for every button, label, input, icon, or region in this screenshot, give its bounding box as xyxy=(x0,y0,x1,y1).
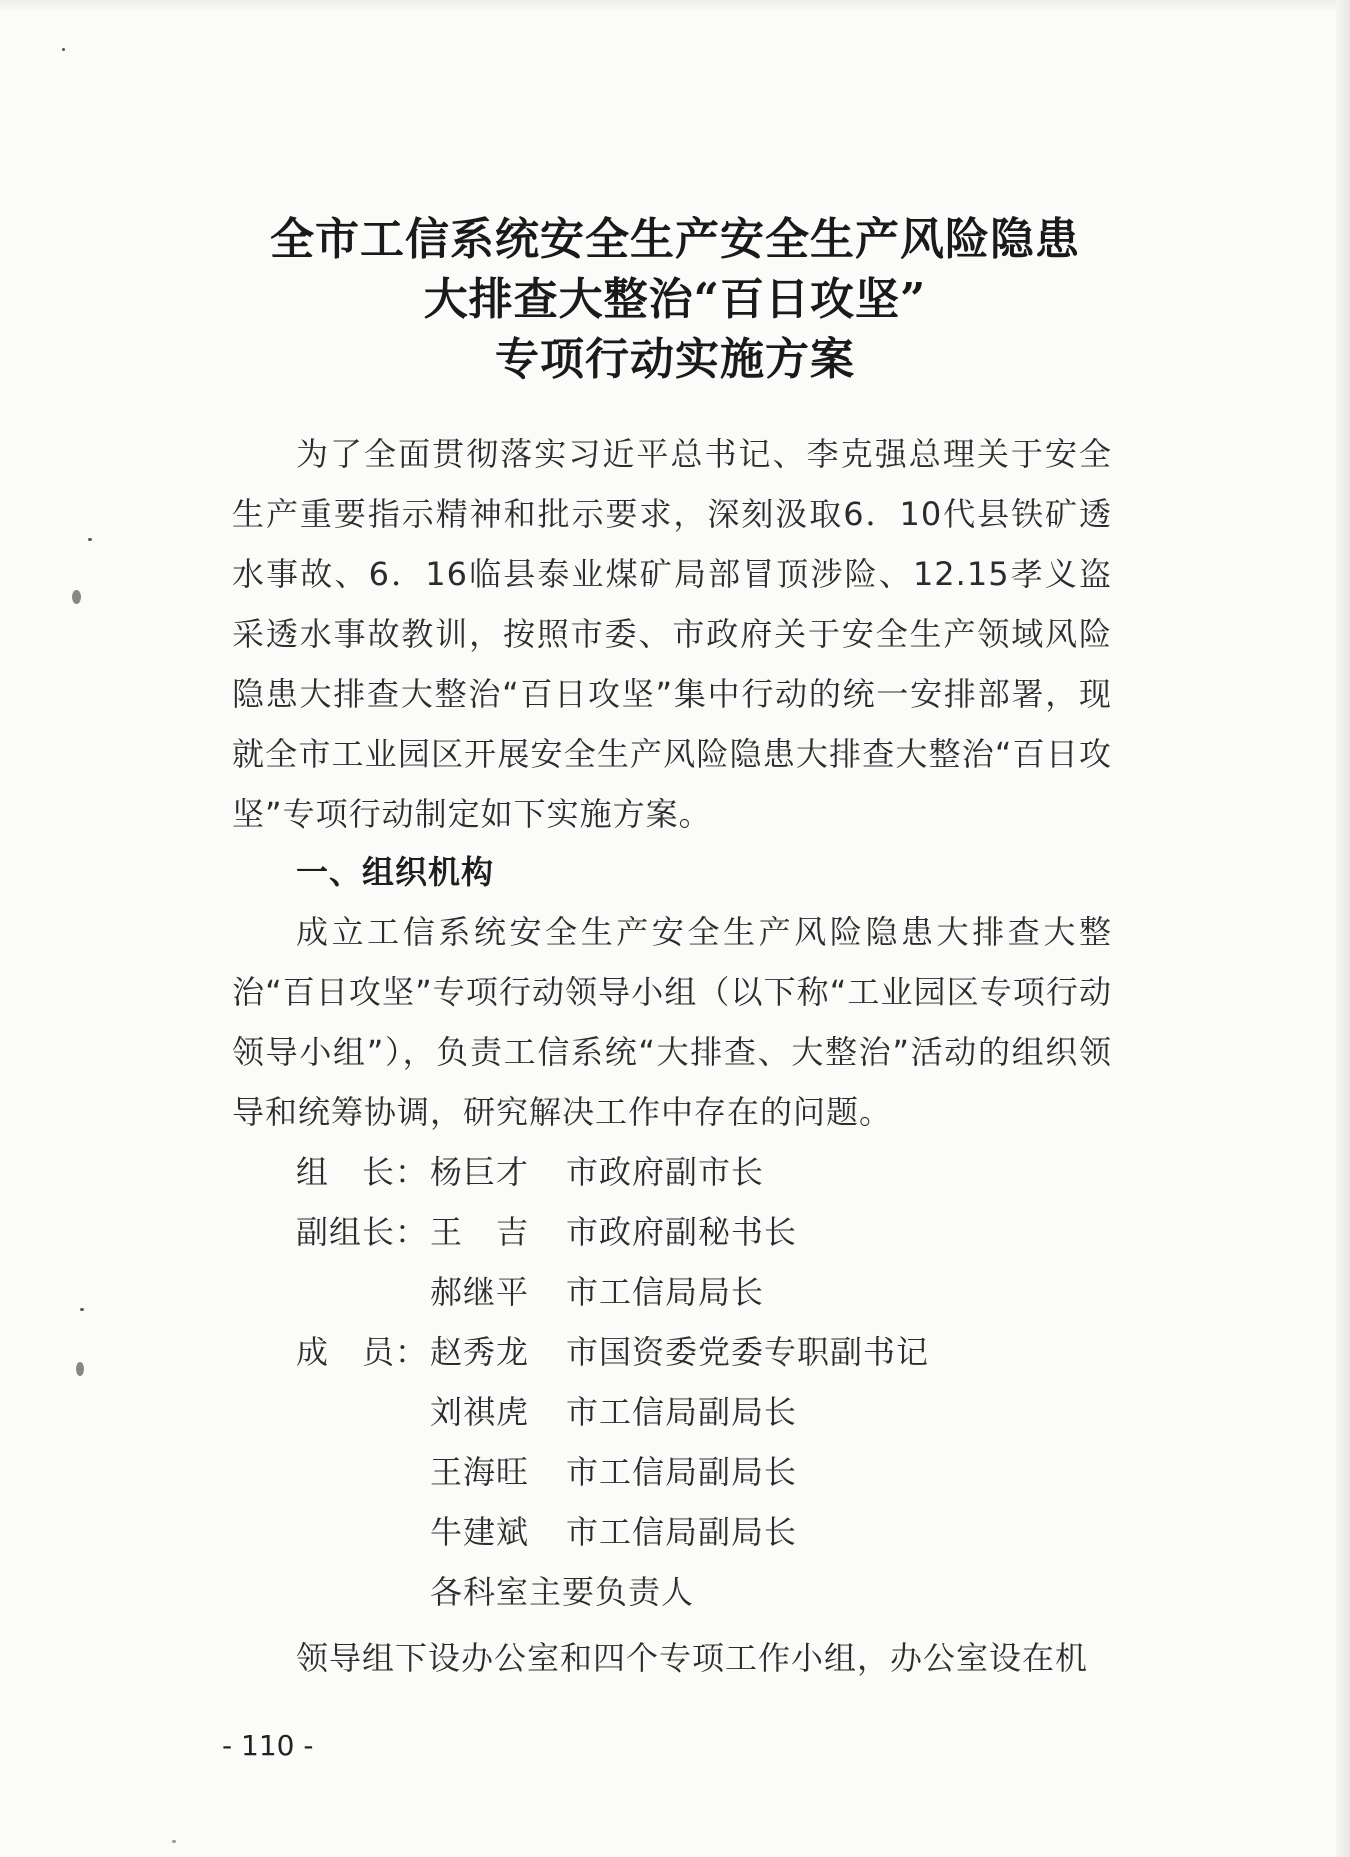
member-post: 市工信局局长 xyxy=(566,1273,765,1311)
organization-paragraph: 成立工信系统安全生产安全生产风险隐患大排查大整治“百日攻坚”专项行动领导小组（以下称“工业园区专项行动领导小组”），负责工信系统“大排查、大整治”活动的组织领导和统筹协调，研究解决工作中存在的问题。 xyxy=(232,913,1112,1131)
document-title-line-2: 大排查大整治“百日攻坚” xyxy=(423,274,927,325)
document-title-line-1: 全市工信系统安全生产安全生产风险隐患 xyxy=(270,214,1080,265)
member-name: 郝继平 xyxy=(430,1273,530,1311)
member-name: 王海旺 xyxy=(430,1453,530,1491)
member-post: 市国资委党委专职副书记 xyxy=(566,1333,930,1371)
document-title-line-3: 专项行动实施方案 xyxy=(495,334,855,385)
scan-speck xyxy=(62,48,65,51)
member-role: 成 员： xyxy=(296,1333,429,1371)
member-post: 市工信局副局长 xyxy=(566,1393,798,1431)
scan-speck xyxy=(72,590,81,604)
member-role: 副组长： xyxy=(296,1213,429,1251)
member-name: 王 吉 xyxy=(430,1213,530,1251)
member-post: 市政府副市长 xyxy=(566,1153,765,1191)
closing-paragraph: 领导组下设办公室和四个专项工作小组，办公室设在机 xyxy=(296,1639,1089,1677)
member-name: 杨巨才 xyxy=(430,1153,530,1191)
member-name: 各科室主要负责人 xyxy=(430,1573,695,1611)
member-name: 牛建斌 xyxy=(430,1513,530,1551)
scan-speck xyxy=(88,538,92,541)
scan-speck xyxy=(80,1308,84,1311)
member-post: 市工信局副局长 xyxy=(566,1453,798,1491)
intro-paragraph: 为了全面贯彻落实习近平总书记、李克强总理关于安全生产重要指示精神和批示要求，深刻汲取6．10代县铁矿透水事故、6．16临县泰业煤矿局部冒顶涉险、12.15孝义盗采透水事故教训，按照市委、市政府关于安全生产领域风险隐患大排查大整治“百日攻坚”集中行动的统一安排部署，现就全市工业园区开展安全生产风险隐患大排查大整治“百日攻坚”专项行动制定如下实施方案。 xyxy=(232,435,1112,833)
scan-speck xyxy=(76,1362,84,1376)
scan-speck xyxy=(172,1840,176,1843)
member-role: 组 长： xyxy=(296,1153,429,1191)
scan-edge-top xyxy=(0,0,1350,12)
member-post: 市工信局副局长 xyxy=(566,1513,798,1551)
scan-edge-right xyxy=(1336,0,1350,1857)
member-post: 市政府副秘书长 xyxy=(566,1213,798,1251)
section-heading-organization: 一、组织机构 xyxy=(296,853,495,891)
member-name: 赵秀龙 xyxy=(430,1333,530,1371)
page-number: - 110 - xyxy=(222,1729,314,1762)
member-name: 刘祺虎 xyxy=(430,1393,530,1431)
